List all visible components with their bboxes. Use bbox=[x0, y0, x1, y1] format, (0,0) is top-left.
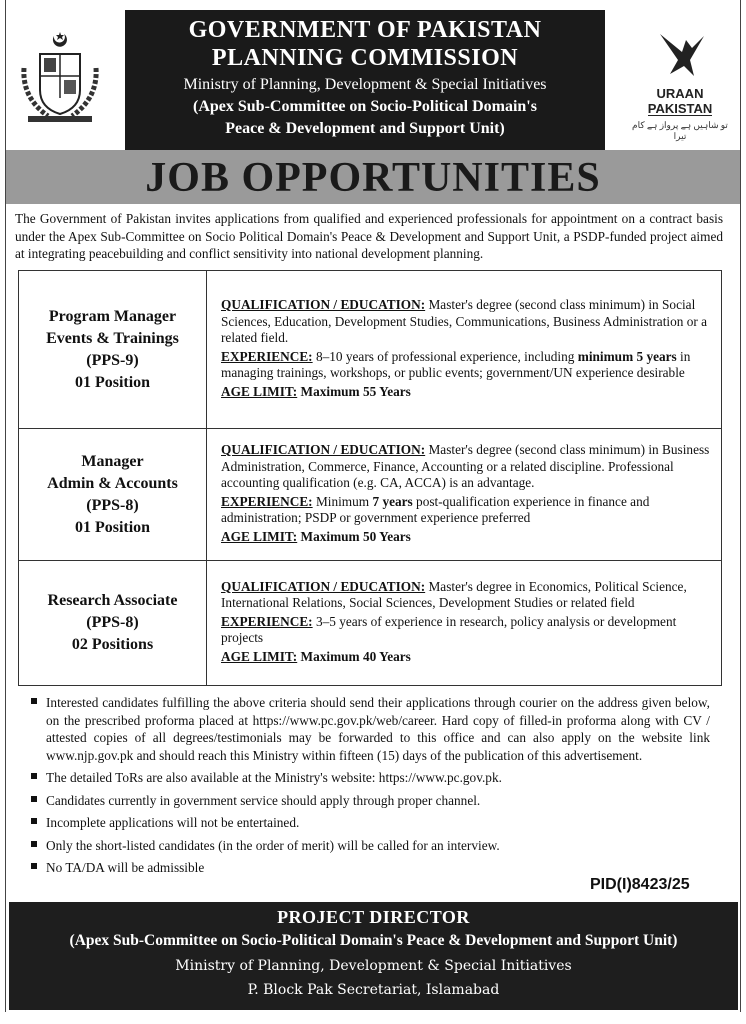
eagle-icon bbox=[650, 30, 710, 82]
qualification-text: Master's degree (second class minimum) in Business Administration, Commerce, Finance, Accounting or a related discipline. Professional accounting qualification (e.g. CA, ACCA) is an advantage. bbox=[221, 442, 710, 490]
list-item: Incomplete applications will not be entertained. bbox=[30, 814, 710, 832]
table-row bbox=[19, 561, 722, 686]
footer-address: P. Block Pak Secretariat, Islamabad bbox=[247, 982, 500, 998]
age-limit bbox=[221, 384, 711, 401]
position-title: Admin & Accounts bbox=[47, 474, 178, 492]
position-cell bbox=[19, 429, 207, 561]
qualification bbox=[221, 579, 711, 612]
qualification-label: QUALIFICATION / EDUCATION: bbox=[221, 578, 426, 594]
header-title-commission: PLANNING COMMISSION bbox=[211, 45, 519, 71]
experience-text: Minimum bbox=[312, 493, 373, 509]
age-value: Maximum 40 Years bbox=[297, 648, 411, 664]
uraan-pakistan-logo bbox=[630, 30, 730, 141]
footer-contact bbox=[9, 902, 738, 1010]
pakistan-text: PAKISTAN bbox=[647, 101, 713, 116]
position-count: 02 Positions bbox=[71, 636, 154, 653]
experience-text: in managing trainings, workshops, or public events; government/UN experience desirable bbox=[221, 348, 691, 380]
experience-text: post-qualification experience in finance and administration; PSDP or government experience preferred bbox=[221, 493, 650, 525]
position-count: 01 Position bbox=[74, 373, 151, 391]
experience-text: 3–5 years of experience in research, policy analysis or development projects bbox=[221, 613, 677, 646]
requirements-cell bbox=[207, 271, 722, 429]
list-item: Only the short-listed candidates (in the order of merit) will be called for an interview. bbox=[30, 837, 710, 855]
experience-bold: 7 years bbox=[372, 493, 413, 509]
position-grade: (PPS-8) bbox=[86, 496, 139, 514]
position-title: Manager bbox=[81, 452, 144, 470]
position-count: 01 Position bbox=[74, 518, 151, 536]
footer-ministry: Ministry of Planning, Development & Special Initiatives bbox=[175, 958, 572, 974]
header-ministry: Ministry of Planning, Development & Special Initiatives bbox=[183, 76, 547, 93]
age-value: Maximum 50 Years bbox=[297, 528, 411, 544]
header-banner bbox=[125, 10, 605, 150]
qualification-label: QUALIFICATION / EDUCATION: bbox=[221, 442, 426, 457]
list-item: Interested candidates fulfilling the above criteria should send their applications through courier on the address given below, on the prescribed proforma placed at https://www.pc.gov.pk/web/career. Hard copy of filled-in proforma along with CV / attested copies of all degrees/testimonials may be forwarded to this office and can also apply on the website link www.njp.gov.pk and should reach this Ministry within fifteen (15) days of the publication of this advertisement. bbox=[30, 694, 710, 764]
header-title-government: GOVERNMENT OF PAKISTAN bbox=[188, 17, 542, 43]
qualification bbox=[221, 442, 711, 492]
urdu-tagline: تو شاہیں ہے پرواز ہے کام تیرا bbox=[632, 120, 728, 141]
requirements-cell bbox=[207, 429, 722, 561]
age-value: Maximum 55 Years bbox=[297, 383, 411, 399]
position-cell bbox=[19, 561, 207, 686]
qualification bbox=[221, 297, 711, 347]
age-label: AGE LIMIT: bbox=[221, 648, 298, 664]
uraan-text: URAAN bbox=[656, 86, 704, 101]
header-unit-line2: Peace & Development and Support Unit) bbox=[225, 120, 505, 137]
experience-text: 8–10 years of professional experience, including bbox=[312, 348, 578, 364]
age-limit bbox=[221, 649, 711, 666]
header-unit-line1: (Apex Sub-Committee on Socio-Political Domain's bbox=[193, 98, 537, 115]
experience-label: EXPERIENCE: bbox=[221, 348, 313, 364]
footer-unit: (Apex Sub-Committee on Socio-Political Domain's Peace & Development and Support Unit) bbox=[69, 932, 678, 949]
position-grade: (PPS-9) bbox=[86, 351, 139, 369]
pid-number: PID(I)8423/25 bbox=[590, 876, 690, 893]
job-opportunities-banner: JOB OPPORTUNITIES bbox=[6, 150, 740, 204]
experience bbox=[221, 349, 711, 382]
state-emblem-icon bbox=[18, 28, 102, 128]
experience-label: EXPERIENCE: bbox=[221, 493, 313, 509]
experience bbox=[221, 494, 711, 527]
qualification-label: QUALIFICATION / EDUCATION: bbox=[221, 297, 426, 312]
instructions-list bbox=[30, 694, 710, 882]
position-title: Program Manager bbox=[48, 307, 177, 325]
requirements-cell bbox=[207, 561, 722, 686]
list-item: No TA/DA will be admissible bbox=[30, 859, 710, 877]
age-limit bbox=[221, 529, 711, 546]
table-row bbox=[19, 429, 722, 561]
experience bbox=[221, 614, 711, 647]
qualification-text: Master's degree in Economics, Political Science, International Relations, Social Sciences, Development Studies or related field bbox=[221, 578, 687, 611]
position-title: Research Associate bbox=[47, 592, 178, 609]
age-label: AGE LIMIT: bbox=[221, 383, 298, 399]
footer-title: PROJECT DIRECTOR bbox=[277, 907, 470, 927]
position-cell bbox=[19, 271, 207, 429]
list-item: Candidates currently in government service should apply through proper channel. bbox=[30, 792, 710, 810]
table-row bbox=[19, 271, 722, 429]
intro-paragraph: The Government of Pakistan invites applications from qualified and experienced professionals for appointment on a contract basis under the Apex Sub-Committee on Socio Political Domain's Peace & Development and Support Unit, a PSDP-funded project aimed at integrating peacebuilding and conflict sensitivity into national development planning. bbox=[15, 211, 723, 261]
positions-table bbox=[18, 270, 722, 686]
position-grade: (PPS-8) bbox=[86, 614, 139, 631]
age-label: AGE LIMIT: bbox=[221, 528, 298, 544]
experience-label: EXPERIENCE: bbox=[221, 613, 313, 629]
list-item: The detailed ToRs are also available at the Ministry's website: https://www.pc.gov.pk. bbox=[30, 769, 710, 787]
qualification-text: Master's degree (second class minimum) in Social Sciences, Education, Development Studies, Communications, Business Administration or a related field. bbox=[221, 297, 708, 345]
experience-bold: minimum 5 years bbox=[577, 348, 677, 364]
position-title: Events & Trainings bbox=[46, 329, 179, 347]
